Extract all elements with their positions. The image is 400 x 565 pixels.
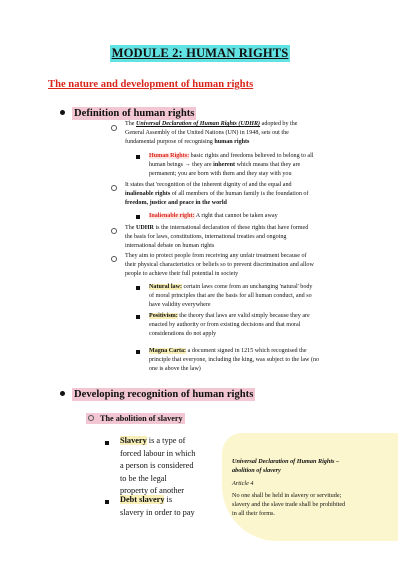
- quote-title: Universal Declaration of Human Rights – abolition of slavery: [232, 458, 340, 475]
- heading-developing-recognition: [60, 389, 255, 400]
- quote-text: No one shall be held in slavery or servitude; slavery and the slave trade shall be prohibited in all their forms.: [232, 492, 346, 518]
- heading-text: Developing recognition of human rights: [74, 389, 254, 400]
- page-title: MODULE 2: HUMAN RIGHTS: [111, 46, 289, 60]
- title-wrap: [0, 44, 400, 62]
- circle-bullet-icon: [111, 228, 117, 234]
- definition-natural-law: Natural law: certain laws come from an unchanging 'natural' body of moral principles that are the basis for all human conduct, and so have validity everywhere: [149, 284, 313, 308]
- square-bullet-icon: [136, 286, 140, 290]
- definition-positivism: Positivism: the theory that laws are valid simply because they are enacted by authority or from existing decisions and that moral considerations do not apply: [149, 313, 310, 337]
- square-bullet-icon: [105, 441, 109, 445]
- square-bullet-icon: [136, 155, 140, 159]
- definition-slavery: Slavery is a type of forced labour in which a person is considered to be the legal property of another: [120, 436, 196, 496]
- definition-magna-carta: Magna Carta: a document signed in 1215 which recognised the principle that everyone, including the king, was subject to the law (no one is above the law): [149, 348, 320, 372]
- circle-bullet-icon: [111, 256, 117, 262]
- circle-bullet-icon: [111, 185, 117, 191]
- section-subtitle: The nature and development of human rights: [48, 79, 254, 90]
- circle-bullet-icon: [111, 125, 117, 131]
- bullet-icon: [60, 391, 65, 396]
- square-bullet-icon: [105, 500, 109, 504]
- paragraph-dignity: It states that 'recognition of the inherent dignity of and the equal and inalienable rights of all members of the human family is the foundation of freedom, justice and peace in the world: [125, 182, 309, 206]
- paragraph-protection: They aim to protect people from receiving any unfair treatment because of their physical characteristics or beliefs so to prevent discrimination and allow people to achieve their full potential in society: [125, 253, 314, 277]
- definition-debt-slavery: Debt slavery is slavery in order to pay: [120, 495, 195, 517]
- subheading-abolition: The abolition of slavery: [86, 414, 185, 423]
- paragraph-udhr: The Universal Declaration of Human Rights (UDHR) adopted by the General Assembly of the United Nations (UN) in 1948, sets out the fundamental purpose of recognising human rights: [125, 121, 298, 145]
- bullet-icon: [60, 110, 65, 115]
- square-bullet-icon: [136, 350, 140, 354]
- quote-article: Article 4: [232, 480, 254, 487]
- heading-text: Definition of human rights: [74, 108, 195, 119]
- square-bullet-icon: [136, 315, 140, 319]
- definition-human-rights: Human Rights: basic rights and freedoms believed to belong to all human beings → they are inherent which means that they are permanent; you are born with them and they stay with you: [149, 153, 314, 177]
- circle-bullet-icon: [88, 415, 94, 421]
- square-bullet-icon: [136, 215, 140, 219]
- heading-definition: [60, 108, 196, 119]
- definition-inalienable: Inalienable right: A right that cannot be taken away: [149, 213, 278, 219]
- paragraph-udhr-basis: The UDHR is the international declaration of these rights that have formed the basis for laws, constitutions, international treaties and ongoing international debate on human rights: [125, 225, 309, 249]
